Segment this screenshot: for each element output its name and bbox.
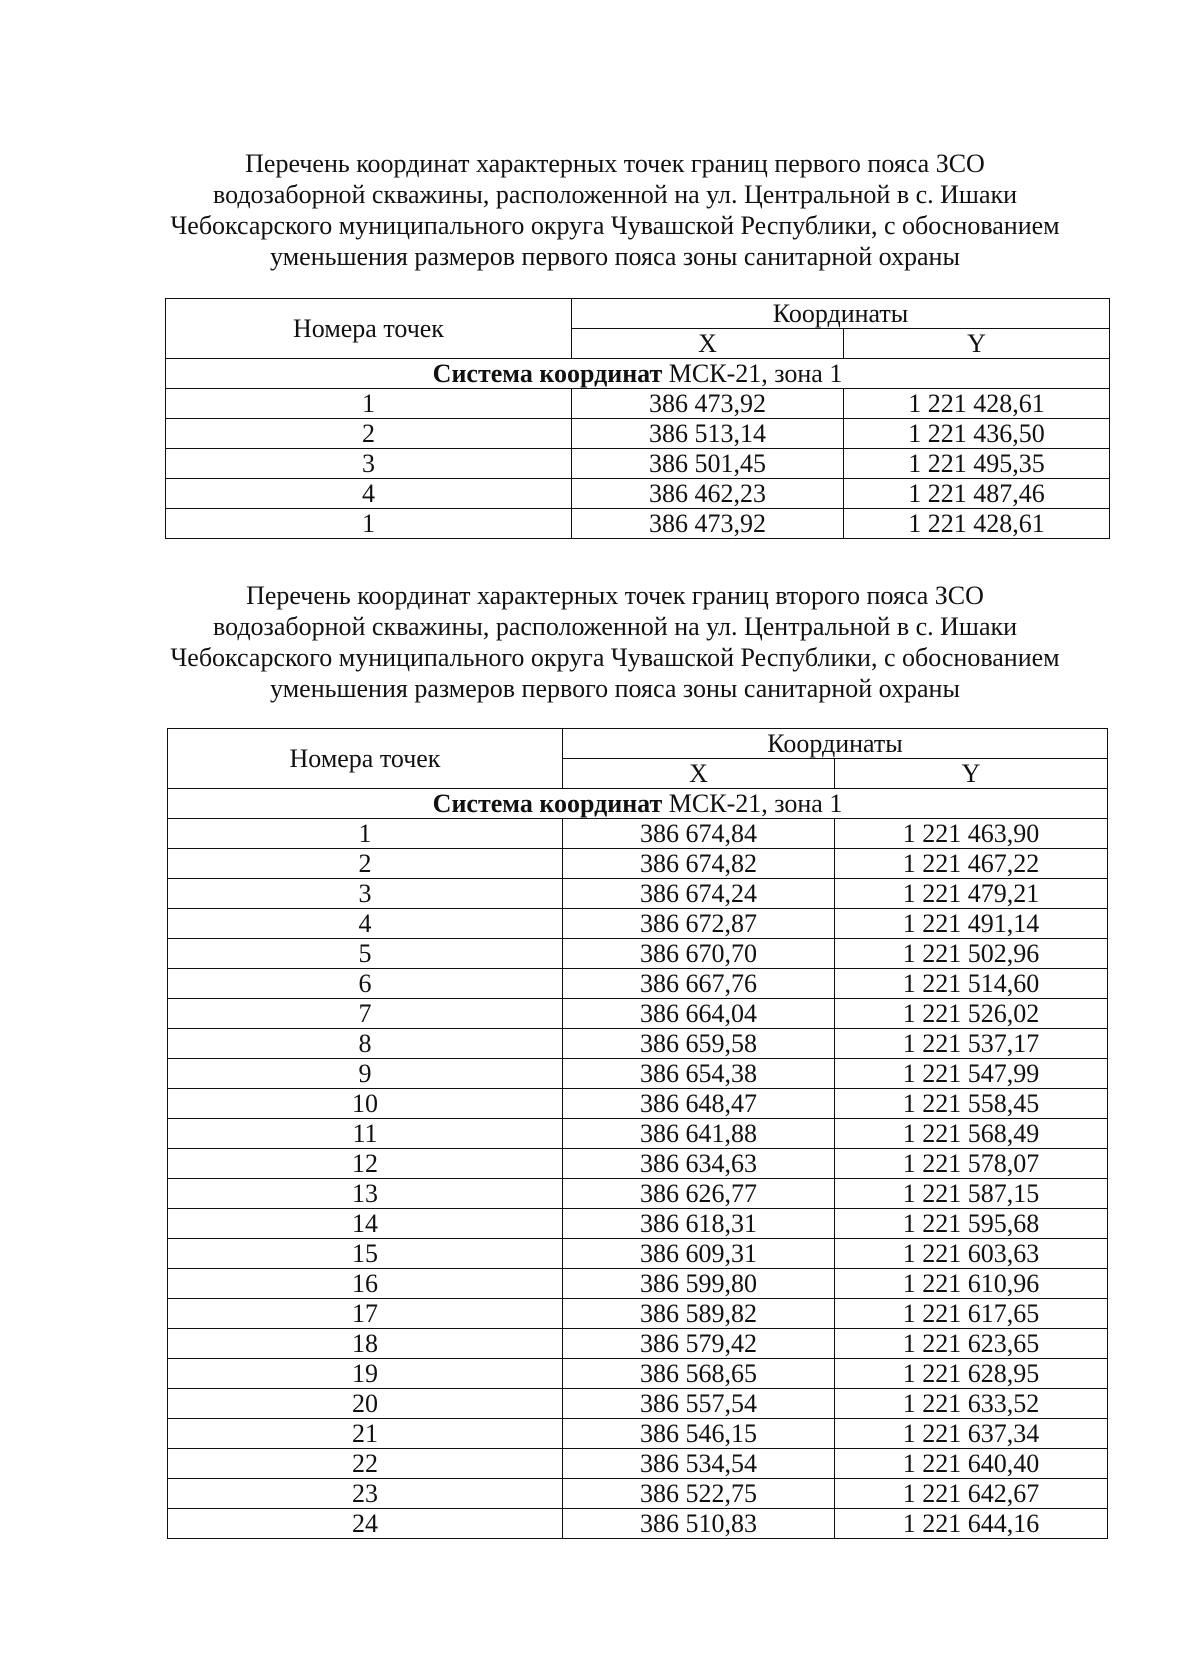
- x-coordinate-cell: 386 599,80: [563, 1269, 835, 1299]
- table-header-row: [168, 729, 1108, 759]
- x-coordinate-cell: 386 634,63: [563, 1149, 835, 1179]
- table-row: [166, 449, 1110, 479]
- x-header: X: [572, 329, 844, 359]
- point-number-cell: 1: [168, 819, 563, 849]
- heading-line: водозаборной скважины, расположенной на ул. Центральной в с. Ишаки: [212, 612, 1018, 641]
- point-number-cell: 7: [168, 999, 563, 1029]
- point-number-cell: 24: [168, 1509, 563, 1539]
- point-number-cell: 1: [166, 509, 572, 539]
- system-label-bold: Система координат: [432, 788, 663, 818]
- x-coordinate-cell: 386 473,92: [572, 509, 844, 539]
- y-coordinate-cell: 1 221 537,17: [835, 1029, 1108, 1059]
- y-coordinate-cell: 1 221 603,63: [835, 1239, 1108, 1269]
- system-label-rest: МСК-21, зона 1: [662, 788, 843, 818]
- table-row: [168, 1179, 1108, 1209]
- table-row: [168, 909, 1108, 939]
- y-coordinate-cell: 1 221 479,21: [835, 879, 1108, 909]
- y-coordinate-cell: 1 221 463,90: [835, 819, 1108, 849]
- coordinates-table-zone-1: [165, 298, 1110, 539]
- point-number-cell: 20: [168, 1389, 563, 1419]
- y-coordinate-cell: 1 221 526,02: [835, 999, 1108, 1029]
- table-row: [168, 1479, 1108, 1509]
- heading-line: Чебоксарского муниципального округа Чувашской Республики, с обоснованием: [170, 211, 1060, 240]
- x-coordinate-cell: 386 462,23: [572, 479, 844, 509]
- table-row: [168, 1509, 1108, 1539]
- point-number-cell: 17: [168, 1299, 563, 1329]
- x-coordinate-cell: 386 664,04: [563, 999, 835, 1029]
- table-row: [168, 1419, 1108, 1449]
- heading-line: Чебоксарского муниципального округа Чувашской Республики, с обоснованием: [170, 643, 1060, 672]
- y-coordinate-cell: 1 221 502,96: [835, 939, 1108, 969]
- point-number-cell: 22: [168, 1449, 563, 1479]
- x-coordinate-cell: 386 589,82: [563, 1299, 835, 1329]
- points-header: Номера точек: [166, 299, 572, 359]
- table-header-row: [166, 299, 1110, 329]
- y-coordinate-cell: 1 221 514,60: [835, 969, 1108, 999]
- y-coordinate-cell: 1 221 610,96: [835, 1269, 1108, 1299]
- y-coordinate-cell: 1 221 644,16: [835, 1509, 1108, 1539]
- point-number-cell: 4: [166, 479, 572, 509]
- x-coordinate-cell: 386 654,38: [563, 1059, 835, 1089]
- table-row: [168, 1359, 1108, 1389]
- x-coordinate-cell: 386 659,58: [563, 1029, 835, 1059]
- y-coordinate-cell: 1 221 595,68: [835, 1209, 1108, 1239]
- table-row: [168, 1239, 1108, 1269]
- point-number-cell: 16: [168, 1269, 563, 1299]
- y-coordinate-cell: 1 221 623,65: [835, 1329, 1108, 1359]
- heading-line: водозаборной скважины, расположенной на ул. Центральной в с. Ишаки: [212, 180, 1018, 209]
- point-number-cell: 3: [166, 449, 572, 479]
- system-row: [166, 359, 1110, 389]
- x-coordinate-cell: 386 510,83: [563, 1509, 835, 1539]
- table-row: [168, 999, 1108, 1029]
- point-number-cell: 6: [168, 969, 563, 999]
- x-coordinate-cell: 386 546,15: [563, 1419, 835, 1449]
- x-coordinate-cell: 386 626,77: [563, 1179, 835, 1209]
- y-header: Y: [835, 759, 1108, 789]
- y-coordinate-cell: 1 221 628,95: [835, 1359, 1108, 1389]
- points-header: Номера точек: [168, 729, 563, 789]
- point-number-cell: 4: [168, 909, 563, 939]
- section-1-heading: [150, 148, 1080, 272]
- table-row: [168, 849, 1108, 879]
- table-row: [168, 1119, 1108, 1149]
- table-row: [168, 1149, 1108, 1179]
- point-number-cell: 11: [168, 1119, 563, 1149]
- point-number-cell: 14: [168, 1209, 563, 1239]
- table-row: [168, 1389, 1108, 1419]
- point-number-cell: 5: [168, 939, 563, 969]
- y-coordinate-cell: 1 221 436,50: [844, 419, 1110, 449]
- y-coordinate-cell: 1 221 495,35: [844, 449, 1110, 479]
- table-row: [168, 1209, 1108, 1239]
- x-coordinate-cell: 386 618,31: [563, 1209, 835, 1239]
- system-label-bold: Система координат: [432, 358, 663, 388]
- coordinate-system-label: [166, 359, 1110, 389]
- point-number-cell: 18: [168, 1329, 563, 1359]
- y-coordinate-cell: 1 221 578,07: [835, 1149, 1108, 1179]
- heading-line: уменьшения размеров первого пояса зоны санитарной охраны: [270, 674, 960, 703]
- y-coordinate-cell: 1 221 568,49: [835, 1119, 1108, 1149]
- x-coordinate-cell: 386 609,31: [563, 1239, 835, 1269]
- y-header: Y: [844, 329, 1110, 359]
- x-coordinate-cell: 386 641,88: [563, 1119, 835, 1149]
- heading-line: Перечень координат характерных точек границ первого пояса ЗСО: [245, 149, 985, 178]
- point-number-cell: 8: [168, 1029, 563, 1059]
- table-row: [168, 939, 1108, 969]
- x-coordinate-cell: 386 522,75: [563, 1479, 835, 1509]
- x-coordinate-cell: 386 473,92: [572, 389, 844, 419]
- table-row: [168, 1329, 1108, 1359]
- x-coordinate-cell: 386 674,84: [563, 819, 835, 849]
- point-number-cell: 15: [168, 1239, 563, 1269]
- x-coordinate-cell: 386 501,45: [572, 449, 844, 479]
- y-coordinate-cell: 1 221 428,61: [844, 389, 1110, 419]
- x-coordinate-cell: 386 670,70: [563, 939, 835, 969]
- x-coordinate-cell: 386 568,65: [563, 1359, 835, 1389]
- table-row: [166, 479, 1110, 509]
- table-row: [166, 509, 1110, 539]
- table-row: [166, 389, 1110, 419]
- y-coordinate-cell: 1 221 642,67: [835, 1479, 1108, 1509]
- point-number-cell: 12: [168, 1149, 563, 1179]
- point-number-cell: 13: [168, 1179, 563, 1209]
- x-coordinate-cell: 386 557,54: [563, 1389, 835, 1419]
- point-number-cell: 2: [168, 849, 563, 879]
- x-coordinate-cell: 386 579,42: [563, 1329, 835, 1359]
- y-coordinate-cell: 1 221 491,14: [835, 909, 1108, 939]
- table-row: [168, 1269, 1108, 1299]
- y-coordinate-cell: 1 221 547,99: [835, 1059, 1108, 1089]
- table-row: [168, 819, 1108, 849]
- coordinate-system-label: [168, 789, 1108, 819]
- x-coordinate-cell: 386 674,82: [563, 849, 835, 879]
- coordinates-header: Координаты: [572, 299, 1110, 329]
- y-coordinate-cell: 1 221 633,52: [835, 1389, 1108, 1419]
- point-number-cell: 2: [166, 419, 572, 449]
- table-row: [168, 1449, 1108, 1479]
- table-row: [168, 1089, 1108, 1119]
- x-coordinate-cell: 386 648,47: [563, 1089, 835, 1119]
- table-row: [168, 1299, 1108, 1329]
- coordinates-table-zone-2: [167, 728, 1108, 1539]
- table-row: [168, 1059, 1108, 1089]
- table-row: [168, 879, 1108, 909]
- y-coordinate-cell: 1 221 467,22: [835, 849, 1108, 879]
- point-number-cell: 1: [166, 389, 572, 419]
- system-label-rest: МСК-21, зона 1: [662, 358, 843, 388]
- table-row: [166, 419, 1110, 449]
- point-number-cell: 3: [168, 879, 563, 909]
- x-coordinate-cell: 386 513,14: [572, 419, 844, 449]
- point-number-cell: 19: [168, 1359, 563, 1389]
- y-coordinate-cell: 1 221 487,46: [844, 479, 1110, 509]
- x-coordinate-cell: 386 534,54: [563, 1449, 835, 1479]
- point-number-cell: 10: [168, 1089, 563, 1119]
- x-coordinate-cell: 386 674,24: [563, 879, 835, 909]
- x-coordinate-cell: 386 667,76: [563, 969, 835, 999]
- heading-line: Перечень координат характерных точек границ второго пояса ЗСО: [246, 581, 984, 610]
- y-coordinate-cell: 1 221 617,65: [835, 1299, 1108, 1329]
- y-coordinate-cell: 1 221 558,45: [835, 1089, 1108, 1119]
- section-2-heading: [150, 580, 1080, 704]
- y-coordinate-cell: 1 221 587,15: [835, 1179, 1108, 1209]
- y-coordinate-cell: 1 221 428,61: [844, 509, 1110, 539]
- point-number-cell: 9: [168, 1059, 563, 1089]
- x-coordinate-cell: 386 672,87: [563, 909, 835, 939]
- point-number-cell: 23: [168, 1479, 563, 1509]
- table-row: [168, 969, 1108, 999]
- x-header: X: [563, 759, 835, 789]
- table-row: [168, 1029, 1108, 1059]
- point-number-cell: 21: [168, 1419, 563, 1449]
- system-row: [168, 789, 1108, 819]
- coordinates-header: Координаты: [563, 729, 1108, 759]
- y-coordinate-cell: 1 221 637,34: [835, 1419, 1108, 1449]
- y-coordinate-cell: 1 221 640,40: [835, 1449, 1108, 1479]
- heading-line: уменьшения размеров первого пояса зоны санитарной охраны: [270, 242, 960, 271]
